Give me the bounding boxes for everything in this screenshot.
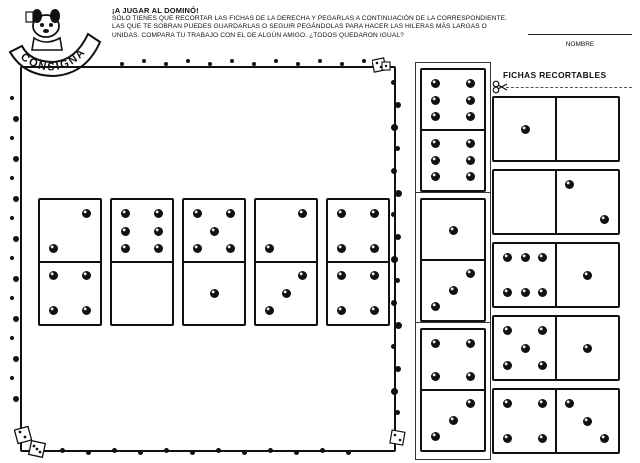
bead-dot — [391, 256, 398, 263]
header — [112, 6, 512, 40]
bead-dot — [268, 448, 273, 453]
domino-divider — [422, 389, 484, 391]
domino-pip — [538, 253, 547, 262]
domino-pip — [210, 289, 219, 298]
badge-label: CONSIGNA — [18, 45, 89, 74]
domino-pip — [521, 125, 530, 134]
bead-dot — [242, 450, 247, 455]
bead-dot — [13, 316, 19, 322]
domino-divider — [555, 98, 557, 160]
bead-dot — [395, 234, 401, 240]
bead-dot — [164, 62, 168, 66]
domino-pip — [503, 288, 512, 297]
bead-dot — [10, 136, 14, 140]
instructions-text: SÓLO TIENES QUE RECORTAR LAS FICHAS DE LA DERECHA Y PEGARLAS A CONTINUACIÓN DE LA CORRESPONDIENTE. LAS QUE TE SOBRAN PUEDES GUARDARLAS O SEGUIR PEGÁNDOLAS PARA HACER LAS HILERAS MÁS LARGAS O UNIDAS. COMPARA TU TRABAJO CON EL DE ALGÚN AMIGO. ¿TODOS QUEDARON IGUAL? — [112, 15, 508, 39]
bead-dot — [13, 276, 19, 282]
domino-pip — [370, 306, 379, 315]
bead-dot — [296, 62, 300, 66]
domino-pip — [49, 244, 58, 253]
bead-dot — [395, 278, 400, 283]
bead-dot — [318, 59, 322, 63]
domino-divider — [555, 390, 557, 452]
bead-dot — [190, 450, 195, 455]
bead-dot — [294, 450, 299, 455]
cutout-domino[interactable] — [492, 96, 620, 162]
bead-dot — [395, 102, 401, 108]
domino-pip — [265, 244, 274, 253]
domino-pip — [538, 361, 547, 370]
domino-pip — [466, 172, 475, 181]
domino-divider — [256, 261, 316, 263]
domino-pip — [466, 156, 475, 165]
domino-pip — [466, 79, 475, 88]
domino-pip — [466, 269, 475, 278]
bead-dot — [142, 59, 146, 63]
bead-dot — [138, 450, 143, 455]
cutouts-title: FICHAS RECORTABLES — [503, 70, 607, 80]
bead-dot — [395, 410, 400, 415]
domino-pip — [49, 271, 58, 280]
domino-pip — [538, 434, 547, 443]
domino-pip — [121, 244, 130, 253]
domino-pip — [337, 209, 346, 218]
bead-dot — [112, 448, 117, 453]
domino-pip — [521, 288, 530, 297]
domino-tile — [420, 198, 486, 322]
domino-pip — [154, 244, 163, 253]
domino-pip — [521, 253, 530, 262]
bead-dot — [391, 300, 397, 306]
domino-pip — [431, 96, 440, 105]
domino-divider — [112, 261, 172, 263]
domino-pip — [370, 209, 379, 218]
domino-pip — [121, 209, 130, 218]
bead-dot — [320, 448, 325, 453]
domino-pip — [503, 326, 512, 335]
bead-dot — [252, 62, 256, 66]
domino-pip — [121, 227, 130, 236]
bead-dot — [10, 336, 14, 340]
bead-dot — [13, 196, 19, 202]
domino-pip — [298, 271, 307, 280]
domino-pip — [583, 271, 592, 280]
bead-dot — [13, 236, 19, 242]
domino-pip — [503, 253, 512, 262]
bead-dot — [60, 448, 65, 453]
cutout-domino[interactable] — [492, 169, 620, 235]
bead-dot — [395, 146, 400, 151]
name-label: NOMBRE — [565, 41, 595, 48]
domino-pip — [82, 209, 91, 218]
domino-pip — [503, 361, 512, 370]
domino-pip — [466, 399, 475, 408]
bead-dot — [13, 156, 19, 162]
bead-dot — [208, 62, 212, 66]
cutout-domino[interactable] — [492, 242, 620, 308]
domino-pip — [600, 215, 609, 224]
domino-divider — [422, 259, 484, 261]
domino-divider — [555, 244, 557, 306]
domino-pip — [466, 112, 475, 121]
domino-pip — [298, 209, 307, 218]
domino-divider — [40, 261, 100, 263]
domino-pip — [337, 306, 346, 315]
bead-dot — [230, 59, 234, 63]
bead-dot — [391, 168, 397, 174]
cutout-domino[interactable] — [492, 315, 620, 381]
name-input-line[interactable] — [528, 34, 632, 35]
domino-tile — [254, 198, 318, 326]
domino-pip — [210, 227, 219, 236]
bead-dot — [186, 59, 190, 63]
bead-dot — [395, 322, 402, 329]
domino-pip — [226, 244, 235, 253]
domino-pip — [449, 286, 458, 295]
bead-dot — [13, 396, 19, 402]
domino-pip — [538, 288, 547, 297]
page-title: ¡A JUGAR AL DOMINÓ! — [112, 6, 199, 15]
domino-pip — [583, 417, 592, 426]
bead-dot — [216, 448, 221, 453]
bead-dot — [10, 176, 14, 180]
bead-dot — [10, 216, 14, 220]
domino-pip — [565, 399, 574, 408]
domino-pip — [226, 209, 235, 218]
bead-dot — [164, 448, 169, 453]
domino-tile — [182, 198, 246, 326]
domino-pip — [370, 244, 379, 253]
bead-dot — [391, 124, 398, 131]
domino-pip — [521, 344, 530, 353]
domino-pip — [431, 172, 440, 181]
domino-pip — [600, 434, 609, 443]
bead-dot — [13, 116, 19, 122]
domino-tile — [38, 198, 102, 326]
domino-pip — [337, 244, 346, 253]
domino-pip — [154, 209, 163, 218]
domino-pip — [154, 227, 163, 236]
bead-dot — [274, 59, 278, 63]
domino-divider — [422, 129, 484, 131]
domino-pip — [503, 434, 512, 443]
domino-pip — [265, 306, 274, 315]
bead-dot — [362, 59, 366, 63]
domino-tile — [420, 328, 486, 452]
domino-pip — [82, 306, 91, 315]
dog-mascot-icon — [26, 9, 62, 50]
domino-pip — [466, 339, 475, 348]
domino-pip — [431, 339, 440, 348]
domino-divider — [555, 171, 557, 233]
domino-pip — [337, 271, 346, 280]
domino-pip — [431, 302, 440, 311]
domino-pip — [466, 139, 475, 148]
domino-divider — [184, 261, 244, 263]
domino-pip — [431, 139, 440, 148]
domino-divider — [555, 317, 557, 379]
domino-pip — [466, 372, 475, 381]
bead-dot — [395, 190, 402, 197]
domino-pip — [82, 271, 91, 280]
dice-icon — [388, 428, 408, 448]
bead-dot — [391, 212, 396, 217]
domino-tile — [110, 198, 174, 326]
domino-pip — [565, 180, 574, 189]
cut-line — [506, 87, 632, 88]
cutout-domino[interactable] — [492, 388, 620, 454]
bead-dot — [391, 388, 398, 395]
domino-tile — [420, 68, 486, 192]
domino-pip — [449, 226, 458, 235]
bead-dot — [10, 376, 14, 380]
domino-divider — [328, 261, 388, 263]
domino-pip — [431, 79, 440, 88]
bead-dot — [120, 62, 124, 66]
domino-pip — [49, 306, 58, 315]
domino-pip — [449, 416, 458, 425]
domino-pip — [583, 344, 592, 353]
domino-pip — [370, 271, 379, 280]
domino-pip — [431, 372, 440, 381]
bead-dot — [346, 450, 351, 455]
domino-pip — [193, 209, 202, 218]
dice-icon — [372, 56, 392, 74]
domino-pip — [503, 399, 512, 408]
bead-dot — [10, 296, 14, 300]
bead-dot — [10, 96, 14, 100]
domino-pip — [538, 399, 547, 408]
bead-dot — [391, 344, 396, 349]
bead-dot — [86, 450, 91, 455]
bead-dot — [13, 356, 19, 362]
bead-dot — [395, 366, 401, 372]
domino-pip — [466, 96, 475, 105]
domino-pip — [282, 289, 291, 298]
bead-dot — [391, 80, 396, 85]
domino-pip — [193, 244, 202, 253]
domino-pip — [431, 112, 440, 121]
domino-tile — [326, 198, 390, 326]
dice-icon — [14, 424, 48, 460]
bead-dot — [10, 256, 14, 260]
domino-pip — [431, 432, 440, 441]
domino-pip — [431, 156, 440, 165]
domino-pip — [538, 326, 547, 335]
bead-dot — [340, 62, 344, 66]
